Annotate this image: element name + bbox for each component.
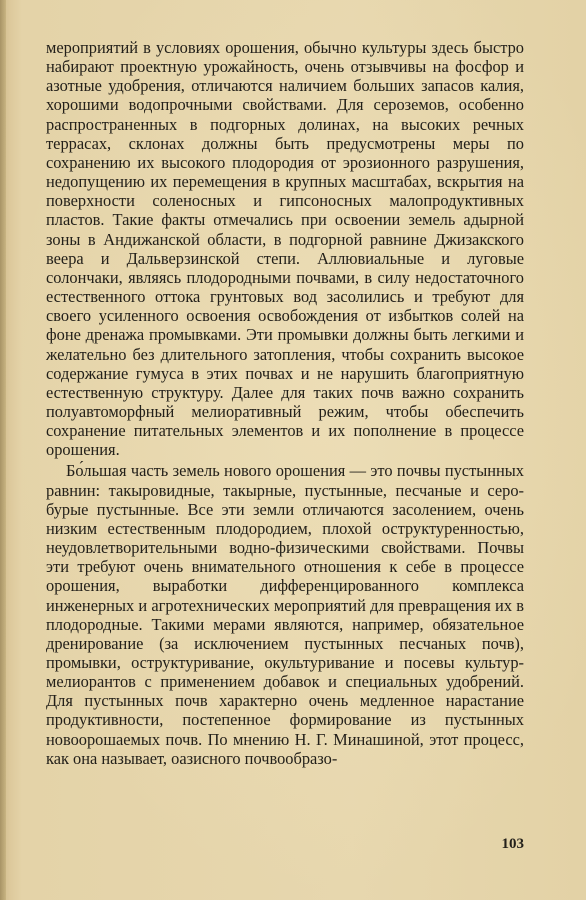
paragraph-continued: мероприятий в условиях орошения, обычно культуры здесь быстро набирают проектную урожайность, очень отзывчивы на фосфор и азотные удобрения, отличаются наличием больших запасов калия, хорошими водопрочными свойствами. Для сероземов, особенно распространенных в подгорных долинах, на высоких речных террасах, склонах должны быть предусмотрены меры по сохранению их высокого плодородия от эрозионного разрушения, недопущению их перемещения в крупных масштабах, вскрытия на поверхности соленосных и гипсоносных малопродуктивных пластов. Такие факты отмечались при освоении земель адырной зоны в Андижанской области, в подгорной равнине Джизакского веера и Дальверзинской степи. Аллювиальные и луговые солончаки, являясь плодородными почвами, в силу недостаточного естественного оттока грунтовых вод засолились и требуют для своего усиленного освоения освобождения от избытков солей на фоне дренажа промывками. Эти промывки должны быть легкими и желательно без длительного затопления, чтобы сохранить высокое содержание гумуса в этих почвах и не нарушить благоприятную естественную структуру. Далее для таких почв важно сохранить полуавтоморфный мелиоративный режим, чтобы обеспечить сохранение питательных элементов и их пополнение в процессе орошения. xyxy=(46,38,524,460)
paragraph-new-irrigation-lands: Бо́льшая часть земель нового орошения — это почвы пустынных равнин: такыровидные, такырные, пустынные, песчаные и серо-бурые пустынные. Все эти земли отличаются засолением, очень низким естественным плодородием, плохой оструктуренностью, неудовлетворительными водно-физическими свойствами. Почвы эти требуют очень внимательного отношения к себе в процессе орошения, выработки дифференцированного комплекса инженерных и агротехнических мероприятий для превращения их в плодородные. Такими мерами являются, например, обязательное дренирование (за исключением пустынных песчаных почв), промывки, оструктуривание, окультуривание и посевы культур-мелиорантов с применением добавок и специальных удобрений. Для пустынных почв характерно очень медленное нарастание продуктивности, постепенное формирование из пустынных новоорошаемых почв. По мнению Н. Г. Минашиной, этот процесс, как она называет, оазисного почвообразо- xyxy=(46,461,524,768)
page-number: 103 xyxy=(501,836,524,852)
body-text xyxy=(46,38,524,768)
page-spine-shadow xyxy=(0,0,6,900)
